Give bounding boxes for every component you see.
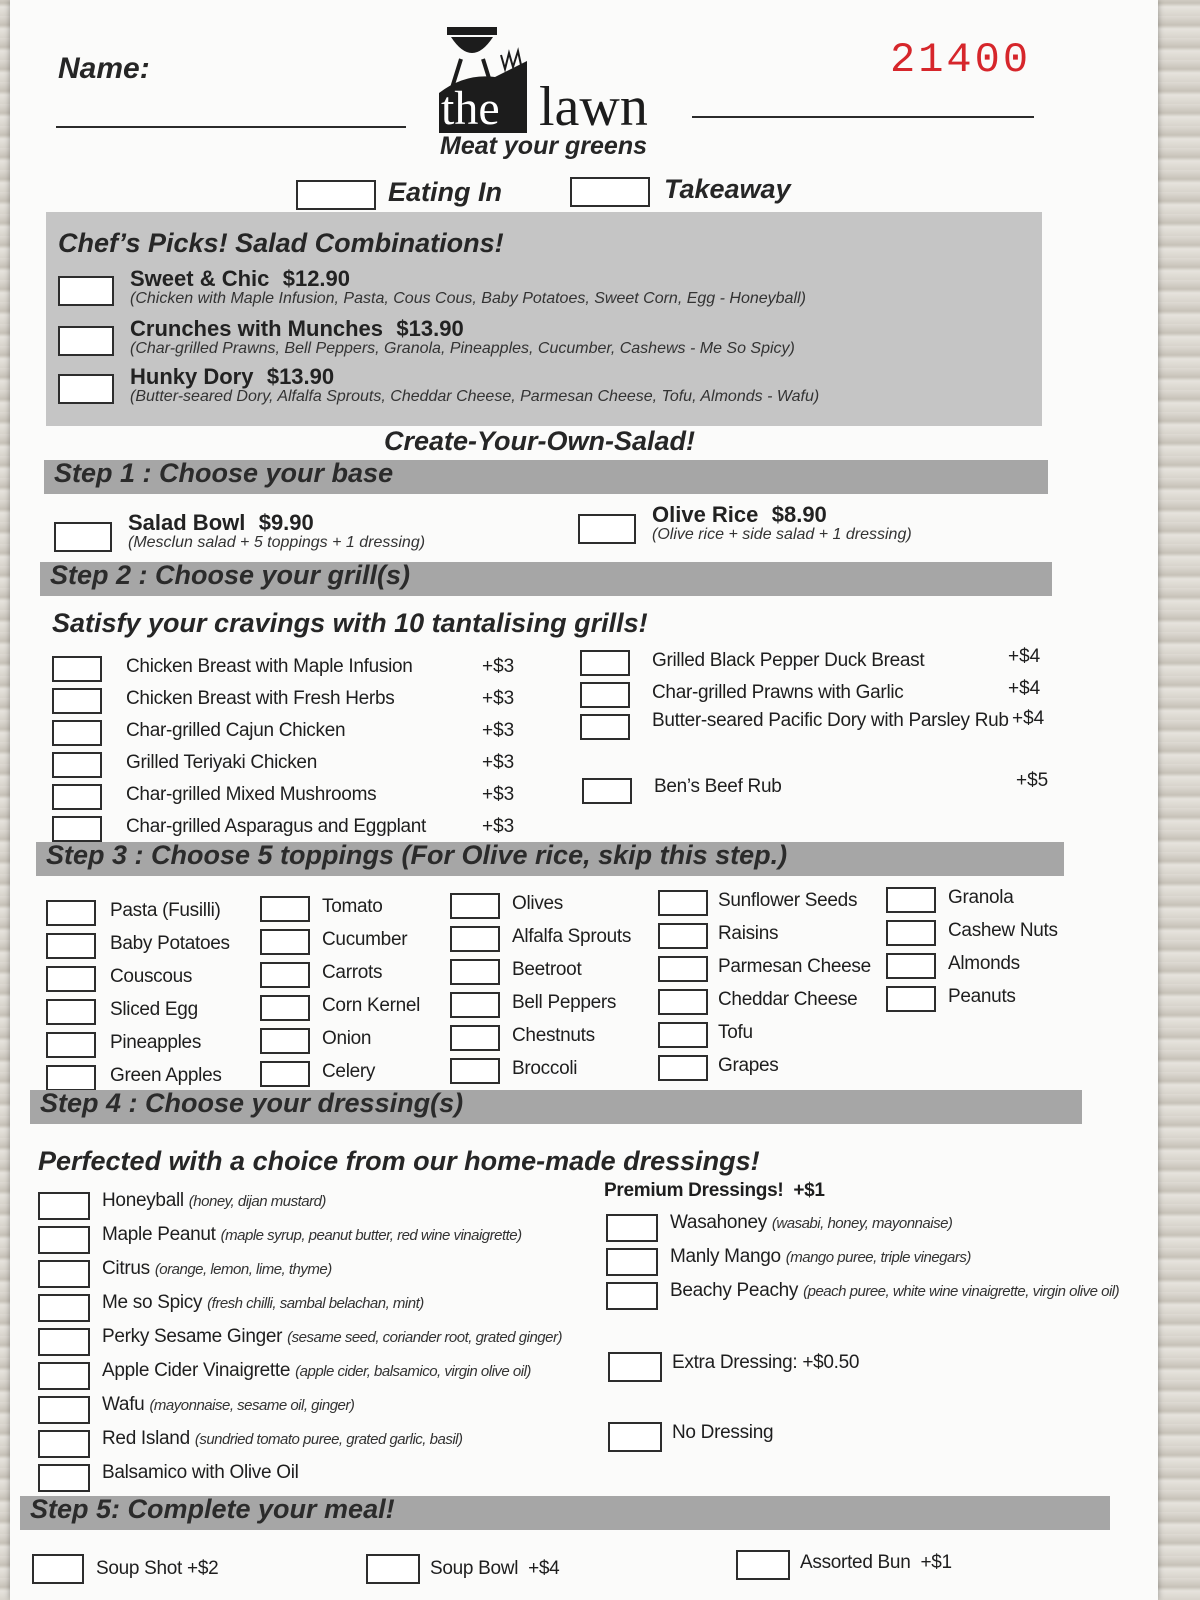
- topping-checkbox[interactable]: [886, 920, 936, 946]
- addon-price: +$1: [920, 1552, 952, 1573]
- no-dressing-label: No Dressing: [672, 1422, 774, 1443]
- grill-price: +$3: [482, 816, 515, 837]
- order-number: 21400: [890, 36, 1032, 84]
- topping-checkbox[interactable]: [450, 992, 500, 1018]
- grill-price: +$3: [482, 784, 515, 805]
- dressing-desc: (fresh chilli, sambal belachan, mint): [207, 1295, 424, 1312]
- base-name: Salad Bowl: [128, 510, 246, 535]
- brand-lawn: lawn: [539, 76, 648, 138]
- premium-dressing-checkbox[interactable]: [606, 1282, 658, 1310]
- dressing-name: Manly Mango: [670, 1246, 781, 1267]
- combo-price: $12.90: [282, 266, 351, 291]
- topping-checkbox[interactable]: [46, 933, 96, 959]
- dressing-checkbox[interactable]: [38, 1294, 90, 1322]
- meal-addon-item: [430, 1558, 559, 1580]
- combo-item: [130, 364, 819, 406]
- grill-checkbox[interactable]: [52, 752, 102, 778]
- combo-name: Crunches with Munches: [130, 316, 384, 341]
- name-label: Name:: [58, 52, 150, 85]
- takeaway-checkbox[interactable]: [570, 177, 650, 207]
- topping-checkbox[interactable]: [46, 1032, 96, 1058]
- topping-checkbox[interactable]: [886, 986, 936, 1012]
- order-form-sheet: [10, 0, 1158, 1600]
- dressing-name: Red Island: [102, 1428, 190, 1449]
- dressing-desc: (apple cider, balsamico, virgin olive oil): [295, 1363, 531, 1380]
- topping-checkbox[interactable]: [46, 966, 96, 992]
- topping-label: Bell Peppers: [512, 992, 617, 1013]
- dressing-name: Balsamico with Olive Oil: [102, 1462, 299, 1483]
- dressing-name: Honeyball: [102, 1190, 184, 1211]
- eating-in-checkbox[interactable]: [296, 180, 376, 210]
- dressing-checkbox[interactable]: [38, 1260, 90, 1288]
- base-price: $9.90: [258, 510, 314, 535]
- topping-label: Chestnuts: [512, 1025, 595, 1046]
- eating-in-label: Eating In: [388, 177, 502, 207]
- grill-name: Char-grilled Cajun Chicken: [126, 720, 346, 741]
- base-item: [652, 502, 912, 544]
- premium-title: Premium Dressings!: [604, 1180, 784, 1201]
- dressing-desc: (maple syrup, peanut butter, red wine vinaigrette): [220, 1227, 522, 1244]
- dressing-desc: (mango puree, triple vinegars): [785, 1249, 971, 1266]
- topping-checkbox[interactable]: [46, 999, 96, 1025]
- grill-name: Char-grilled Mixed Mushrooms: [126, 784, 377, 805]
- dressing-desc: (wasabi, honey, mayonnaise): [771, 1215, 953, 1232]
- combo-checkbox[interactable]: [58, 276, 114, 306]
- topping-label: Tomato: [322, 896, 383, 917]
- meal-addon-item: [800, 1552, 952, 1574]
- topping-checkbox[interactable]: [658, 989, 708, 1015]
- grill-name: Butter-seared Pacific Dory with Parsley Rub: [652, 710, 1009, 731]
- step2-title: Step 2 : Choose your grill(s): [50, 560, 411, 590]
- dressing-checkbox[interactable]: [38, 1430, 90, 1458]
- base-price: $8.90: [771, 502, 827, 527]
- base-name: Olive Rice: [652, 502, 759, 527]
- takeaway-label: Takeaway: [664, 174, 791, 204]
- grill-price: +$4: [1008, 678, 1041, 699]
- premium-dressing-item: [670, 1280, 1119, 1302]
- grill-name: Ben’s Beef Rub: [654, 776, 782, 797]
- topping-checkbox[interactable]: [450, 1058, 500, 1084]
- base-checkbox[interactable]: [54, 522, 112, 552]
- extra-dressing-checkbox[interactable]: [608, 1352, 662, 1382]
- premium-dressing-item: [670, 1246, 971, 1268]
- dressing-item: [102, 1224, 522, 1246]
- topping-label: Tofu: [718, 1022, 753, 1043]
- chefs-picks-panel: [46, 212, 1042, 426]
- dressing-item: [102, 1394, 354, 1416]
- dressing-checkbox[interactable]: [38, 1328, 90, 1356]
- topping-checkbox[interactable]: [260, 896, 310, 922]
- grill-price: +$4: [1008, 646, 1041, 667]
- step3-title: Step 3 : Choose 5 toppings (For Olive rice, skip this step.): [46, 840, 788, 870]
- dressing-name: Maple Peanut: [102, 1224, 216, 1245]
- topping-checkbox[interactable]: [658, 890, 708, 916]
- grill-name: Char-grilled Prawns with Garlic: [652, 682, 904, 703]
- dressing-item: [102, 1462, 299, 1484]
- topping-checkbox[interactable]: [260, 1061, 310, 1087]
- dressing-item: [102, 1258, 332, 1280]
- create-your-own-title: Create-Your-Own-Salad!: [384, 426, 696, 456]
- combo-desc: (Char-grilled Prawns, Bell Peppers, Granola, Pineapples, Cucumber, Cashews - Me So Spicy): [130, 340, 795, 357]
- combo-desc: (Butter-seared Dory, Alfalfa Sprouts, Cheddar Cheese, Parmesan Cheese, Tofu, Almonds - Wafu): [130, 388, 820, 405]
- grill-name: Char-grilled Asparagus and Eggplant: [126, 816, 427, 837]
- base-desc: (Mesclun salad + 5 toppings + 1 dressing): [128, 534, 426, 551]
- extra-dressing-label: Extra Dressing: +$0.50: [672, 1352, 860, 1373]
- grill-price: +$3: [482, 656, 515, 677]
- topping-checkbox[interactable]: [450, 959, 500, 985]
- premium-price: +$1: [793, 1180, 825, 1201]
- topping-checkbox[interactable]: [46, 900, 96, 926]
- topping-checkbox[interactable]: [886, 953, 936, 979]
- name-write-line-right[interactable]: [692, 116, 1034, 118]
- topping-label: Baby Potatoes: [110, 933, 230, 954]
- dressing-item: [102, 1326, 562, 1348]
- topping-label: Beetroot: [512, 959, 582, 980]
- combo-checkbox[interactable]: [58, 374, 114, 404]
- grill-checkbox[interactable]: [52, 784, 102, 810]
- topping-checkbox[interactable]: [260, 962, 310, 988]
- combo-item: [130, 316, 795, 358]
- topping-checkbox[interactable]: [260, 929, 310, 955]
- topping-checkbox[interactable]: [260, 995, 310, 1021]
- meal-addon-checkbox[interactable]: [366, 1554, 420, 1584]
- step1-title: Step 1 : Choose your base: [54, 458, 394, 488]
- grill-price: +$3: [482, 688, 515, 709]
- dressing-item: [102, 1428, 462, 1450]
- topping-label: Cucumber: [322, 929, 408, 950]
- topping-label: Olives: [512, 893, 563, 914]
- topping-checkbox[interactable]: [260, 1028, 310, 1054]
- grill-name: Grilled Teriyaki Chicken: [126, 752, 317, 773]
- dressing-desc: (sundried tomato puree, grated garlic, basil): [194, 1431, 463, 1448]
- grill-price: +$3: [482, 752, 515, 773]
- premium-dressing-checkbox[interactable]: [606, 1214, 658, 1242]
- topping-label: Green Apples: [110, 1065, 222, 1086]
- grill-name: Chicken Breast with Maple Infusion: [126, 656, 413, 677]
- topping-checkbox[interactable]: [886, 887, 936, 913]
- dressing-checkbox[interactable]: [38, 1226, 90, 1254]
- dressing-name: Wasahoney: [670, 1212, 767, 1233]
- addon-name: Assorted Bun: [800, 1552, 911, 1573]
- dressing-checkbox[interactable]: [38, 1362, 90, 1390]
- topping-label: Grapes: [718, 1055, 779, 1076]
- topping-label: Cashew Nuts: [948, 920, 1058, 941]
- grill-checkbox[interactable]: [580, 650, 630, 676]
- dressing-name: Citrus: [102, 1258, 150, 1279]
- tagline: Meat your greens: [440, 132, 648, 160]
- step1-band: [44, 460, 1048, 494]
- premium-dressing-checkbox[interactable]: [606, 1248, 658, 1276]
- meal-addon-item: [96, 1558, 218, 1580]
- dressing-name: Me so Spicy: [102, 1292, 203, 1313]
- topping-checkbox[interactable]: [450, 1025, 500, 1051]
- combo-name: Sweet & Chic: [130, 266, 270, 291]
- topping-label: Almonds: [948, 953, 1020, 974]
- brand-the: the: [441, 82, 500, 135]
- name-write-line[interactable]: [56, 126, 406, 128]
- chefs-picks-title: Chef’s Picks! Salad Combinations!: [58, 228, 504, 258]
- topping-checkbox[interactable]: [658, 1022, 708, 1048]
- topping-label: Pineapples: [110, 1032, 202, 1053]
- topping-label: Alfalfa Sprouts: [512, 926, 632, 947]
- grill-name: Grilled Black Pepper Duck Breast: [652, 650, 925, 671]
- dressing-desc: (peach puree, white wine vinaigrette, virgin olive oil): [803, 1283, 1120, 1300]
- topping-label: Sunflower Seeds: [718, 890, 858, 911]
- dressing-desc: (mayonnaise, sesame oil, ginger): [149, 1397, 355, 1414]
- topping-label: Celery: [322, 1061, 376, 1082]
- step4-subtitle: Perfected with a choice from our home-made dressings!: [38, 1146, 760, 1176]
- topping-checkbox[interactable]: [450, 926, 500, 952]
- dressing-desc: (sesame seed, coriander root, grated ginger): [287, 1329, 562, 1346]
- addon-price: +$2: [187, 1558, 219, 1579]
- dressing-desc: (honey, dijan mustard): [188, 1193, 326, 1210]
- combo-name: Hunky Dory: [130, 364, 254, 389]
- combo-desc: (Chicken with Maple Infusion, Pasta, Cous Cous, Baby Potatoes, Sweet Corn, Egg - Honeyball): [130, 290, 806, 307]
- grill-checkbox[interactable]: [52, 720, 102, 746]
- grill-checkbox[interactable]: [52, 688, 102, 714]
- topping-checkbox[interactable]: [658, 1055, 708, 1081]
- grill-checkbox[interactable]: [580, 682, 630, 708]
- combo-checkbox[interactable]: [58, 326, 114, 356]
- addon-name: Soup Bowl: [430, 1558, 519, 1579]
- grill-name: Chicken Breast with Fresh Herbs: [126, 688, 395, 709]
- brand-logo: [435, 25, 675, 138]
- topping-label: Raisins: [718, 923, 779, 944]
- combo-price: $13.90: [396, 316, 464, 341]
- topping-checkbox[interactable]: [658, 956, 708, 982]
- dressing-name: Apple Cider Vinaigrette: [102, 1360, 291, 1381]
- meal-addon-checkbox[interactable]: [32, 1554, 84, 1584]
- addon-price: +$4: [528, 1558, 560, 1579]
- step5-title: Step 5: Complete your meal!: [30, 1494, 395, 1524]
- grill-price: +$3: [482, 720, 515, 741]
- topping-label: Onion: [322, 1028, 372, 1049]
- dressing-item: [102, 1292, 424, 1314]
- topping-checkbox[interactable]: [658, 923, 708, 949]
- topping-label: Parmesan Cheese: [718, 956, 871, 977]
- step4-title: Step 4 : Choose your dressing(s): [40, 1088, 464, 1118]
- dressing-name: Beachy Peachy: [670, 1280, 799, 1301]
- addon-name: Soup Shot: [96, 1558, 183, 1579]
- topping-label: Peanuts: [948, 986, 1016, 1007]
- topping-label: Cheddar Cheese: [718, 989, 858, 1010]
- topping-label: Sliced Egg: [110, 999, 198, 1020]
- grill-price: +$4: [1012, 708, 1045, 729]
- grill-checkbox[interactable]: [52, 816, 102, 842]
- step4-band: [30, 1090, 1082, 1124]
- grill-price: +$5: [1016, 770, 1049, 791]
- grill-checkbox[interactable]: [52, 656, 102, 682]
- premium-dressing-item: [670, 1212, 952, 1234]
- premium-dressings-title: [604, 1180, 825, 1202]
- topping-label: Couscous: [110, 966, 193, 987]
- dressing-name: Wafu: [102, 1394, 145, 1415]
- dressing-name: Perky Sesame Ginger: [102, 1326, 283, 1347]
- topping-label: Pasta (Fusilli): [110, 900, 221, 921]
- step2-subtitle: Satisfy your cravings with 10 tantalising grills!: [52, 608, 648, 638]
- no-dressing-checkbox[interactable]: [608, 1422, 662, 1452]
- dressing-checkbox[interactable]: [38, 1396, 90, 1424]
- grill-checkbox[interactable]: [582, 778, 632, 804]
- base-item: [128, 510, 425, 552]
- topping-label: Granola: [948, 887, 1014, 908]
- topping-label: Broccoli: [512, 1058, 578, 1079]
- step3-band: [36, 842, 1064, 876]
- dressing-checkbox[interactable]: [38, 1464, 90, 1492]
- combo-price: $13.90: [266, 364, 335, 389]
- dressing-desc: (orange, lemon, lime, thyme): [154, 1261, 332, 1278]
- dressing-item: [102, 1190, 326, 1212]
- base-checkbox[interactable]: [578, 514, 636, 544]
- topping-label: Corn Kernel: [322, 995, 421, 1016]
- meal-addon-checkbox[interactable]: [736, 1550, 790, 1580]
- base-desc: (Olive rice + side salad + 1 dressing): [652, 526, 912, 543]
- step5-band: [20, 1496, 1110, 1530]
- dressing-checkbox[interactable]: [38, 1192, 90, 1220]
- grill-checkbox[interactable]: [580, 714, 630, 740]
- topping-checkbox[interactable]: [450, 893, 500, 919]
- combo-item: [130, 266, 806, 308]
- dressing-item: [102, 1360, 531, 1382]
- topping-label: Carrots: [322, 962, 383, 983]
- step2-band: [40, 562, 1052, 596]
